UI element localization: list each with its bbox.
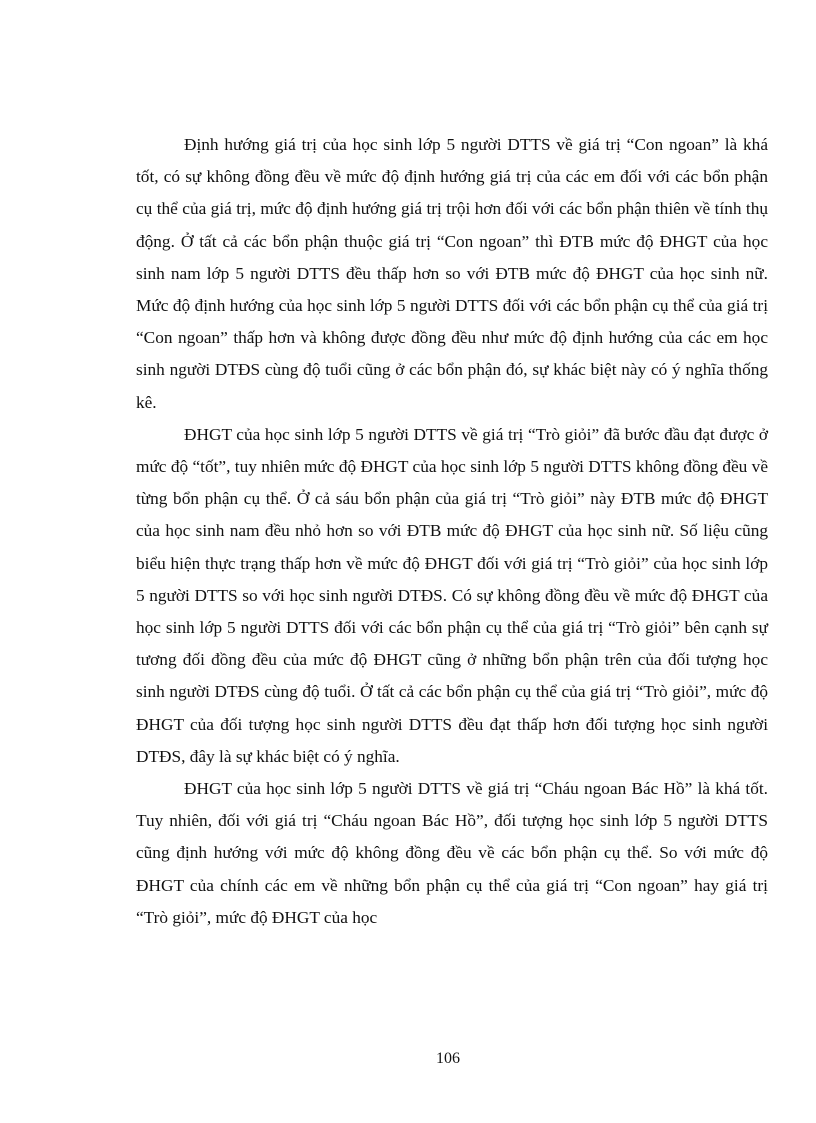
paragraph-tro-gioi: ĐHGT của học sinh lớp 5 người DTTS về giá trị “Trò giỏi” đã bước đầu đạt được ở mức độ “tốt”, tuy nhiên mức độ ĐHGT của học sinh lớp 5 người DTTS không đồng đều về từng bổn phận cụ thể. Ở cả sáu bổn phận của giá trị “Trò giỏi” này ĐTB mức độ ĐHGT của học sinh nam đều nhỏ hơn so với ĐTB mức độ ĐHGT của học sinh nữ. Số liệu cũng biểu hiện thực trạng thấp hơn về mức độ ĐHGT đối với giá trị “Trò giỏi” của học sinh lớp 5 người DTTS so với học sinh người DTĐS. Có sự không đồng đều về mức độ ĐHGT của học sinh lớp 5 người DTTS đối với các bổn phận cụ thể của giá trị “Trò giỏi” bên cạnh sự tương đối đồng đều của mức độ ĐHGT cũng ở những bổn phận trên của đối tượng học sinh người DTĐS cùng độ tuổi. Ở tất cả các bổn phận cụ thể của giá trị “Trò giỏi”, mức độ ĐHGT của đối tượng học sinh người DTTS đều đạt thấp hơn đối tượng học sinh người DTĐS, đây là sự khác biệt có ý nghĩa. — [136, 424, 768, 766]
body-text — [136, 129, 768, 934]
paragraph-con-ngoan: Định hướng giá trị của học sinh lớp 5 người DTTS về giá trị “Con ngoan” là khá tốt, có sự không đồng đều về mức độ định hướng giá trị của các em đối với các bổn phận cụ thể của giá trị, mức độ định hướng giá trị trội hơn đối với các bổn phận thiên về tính thụ động. Ở tất cả các bổn phận thuộc giá trị “Con ngoan” thì ĐTB mức độ ĐHGT của học sinh nam lớp 5 người DTTS đều thấp hơn so với ĐTB mức độ ĐHGT của học sinh nữ. Mức độ định hướng của học sinh lớp 5 người DTTS đối với các bổn phận cụ thể của giá trị “Con ngoan” thấp hơn và không được đồng đều như mức độ định hướng của các em học sinh người DTĐS cùng độ tuổi cũng ở các bổn phận đó, sự khác biệt này có ý nghĩa thống kê. — [136, 135, 768, 412]
paragraph-chau-ngoan-bac-ho: ĐHGT của học sinh lớp 5 người DTTS về giá trị “Cháu ngoan Bác Hồ” là khá tốt. Tuy nhiên, đối với giá trị “Cháu ngoan Bác Hồ”, đối tượng học sinh lớp 5 người DTTS cũng định hướng với mức độ không đồng đều về các bổn phận cụ thể. So với mức độ ĐHGT của chính các em về những bổn phận cụ thể của giá trị “Con ngoan” hay giá trị “Trò giỏi”, mức độ ĐHGT của học — [136, 779, 768, 927]
page-number: 106 — [436, 1050, 460, 1067]
